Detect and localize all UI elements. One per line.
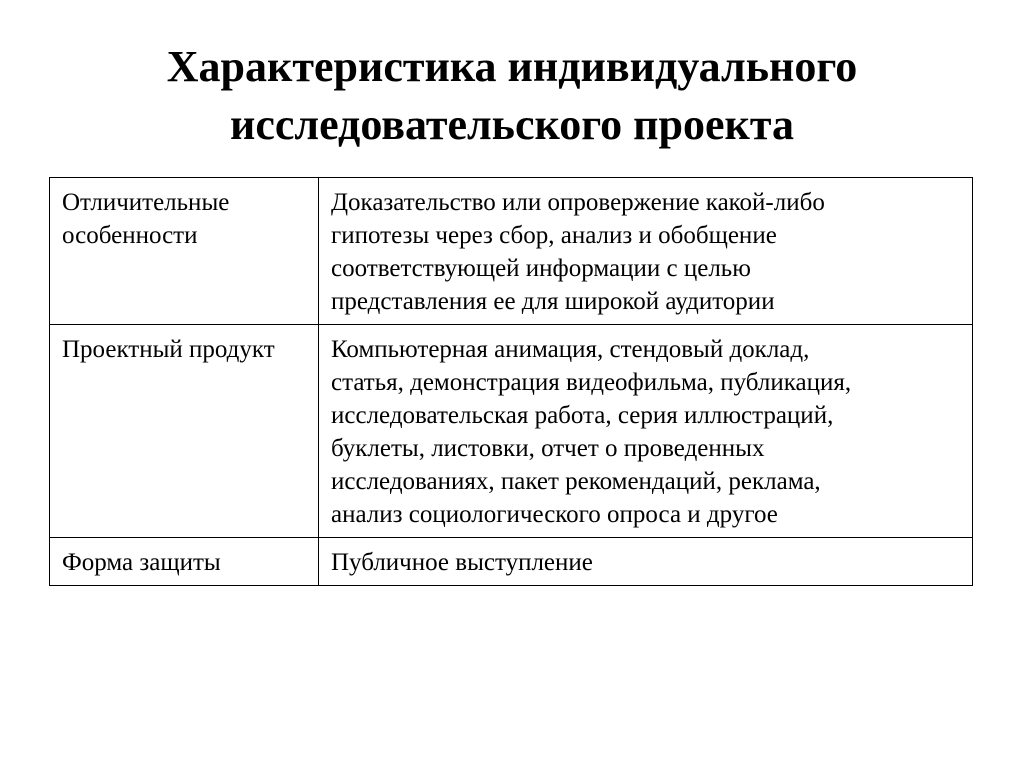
table-row-distinctive-features xyxy=(50,178,973,325)
row-label-cell xyxy=(50,178,319,325)
row-label-line: Отличительные xyxy=(62,189,230,216)
row-value-line: исследовательская работа, серия иллюстраций, xyxy=(331,402,834,429)
row-value-line: соответствующей информации с целью xyxy=(331,255,751,282)
row-value-cell xyxy=(319,538,973,586)
row-value-cell xyxy=(319,178,973,325)
row-value-line: буклеты, листовки, отчет о проведенных xyxy=(331,435,765,462)
project-characteristics-table xyxy=(49,177,973,586)
row-value-line: Доказательство или опровержение какой-либо xyxy=(331,189,825,216)
row-label-cell xyxy=(50,538,319,586)
row-value-line: исследованиях, пакет рекомендаций, реклама, xyxy=(331,468,821,495)
table-row-project-product xyxy=(50,325,973,538)
row-value-line: Компьютерная анимация, стендовый доклад, xyxy=(331,336,810,363)
slide-title xyxy=(40,38,984,154)
row-value-line: статья, демонстрация видеофильма, публикация, xyxy=(331,369,852,396)
table-row-defense-form xyxy=(50,538,973,586)
slide-title-line: исследовательского проекта xyxy=(230,100,794,149)
row-value-cell xyxy=(319,325,973,538)
row-label-line: особенности xyxy=(62,222,198,249)
row-label-line: Форма защиты xyxy=(62,549,221,576)
row-value-line: Публичное выступление xyxy=(331,549,593,576)
slide-title-line: Характеристика индивидуального xyxy=(166,42,858,91)
row-value-line: представления ее для широкой аудитории xyxy=(331,288,775,315)
row-value-line: гипотезы через сбор, анализ и обобщение xyxy=(331,222,777,249)
row-label-cell xyxy=(50,325,319,538)
row-label-line: Проектный продукт xyxy=(62,336,275,363)
row-value-line: анализ социологического опроса и другое xyxy=(331,501,778,528)
